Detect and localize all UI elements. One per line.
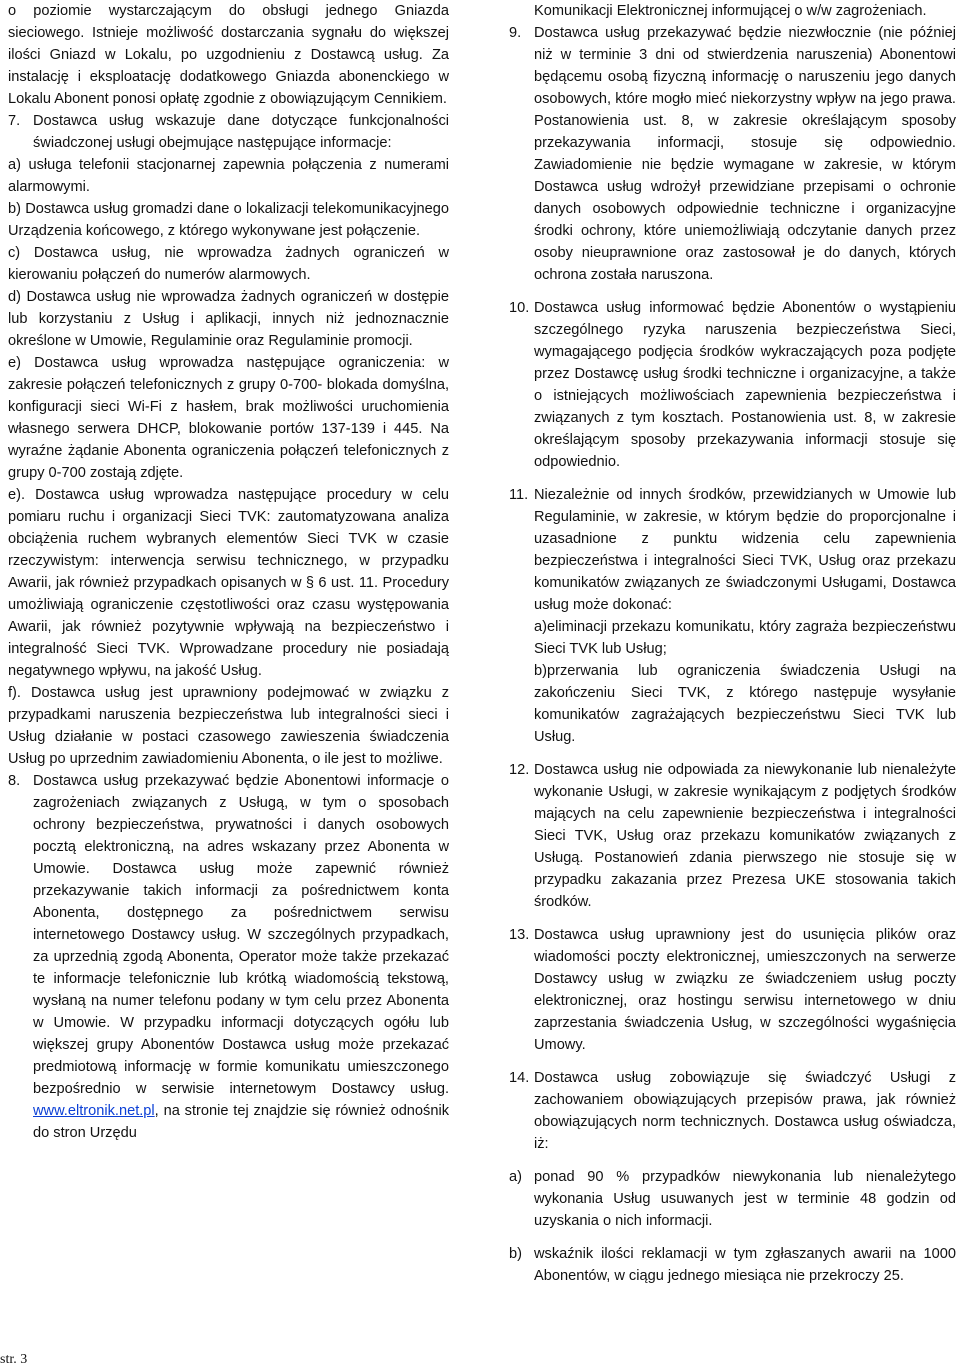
clause-number: 14. bbox=[509, 1070, 530, 1086]
clause-12-text: Dostawca usług nie odpowiada za niewykonanie lub nienależyte wykonanie Usługi, w zakresie wynikającym z podjętych środków mających na celu zapewnienie bezpieczeństwa i integralności Sieci TVK, Usług oraz przekazu komunikatów związanych z Usługą. Postanowień zdania pierwszego nie stosuje się w przypadku zakazania przez Prezesa UKE stosowania takich środków. bbox=[534, 762, 956, 910]
letter-label: a) bbox=[509, 1169, 522, 1185]
clause-13 bbox=[509, 924, 956, 1056]
clause-7-d: d) Dostawca usług nie wprowadza żadnych ograniczeń w dostępie lub korzystaniu z Usług i aplikacji, innych niż jednoznacznie określone w Umowie, Regulaminie oraz Regulaminie promocji. bbox=[8, 289, 449, 349]
clause-14-b-text: wskaźnik ilości reklamacji w tym zgłaszanych awarii na 1000 Abonentów, w ciągu jednego miesiąca nie przekroczy 25. bbox=[534, 1246, 956, 1284]
clause-14-a-text: ponad 90 % przypadków niewykonania lub nienależytego wykonania Usług usuwanych jest w terminie 48 godzin od uzyskania o nich informacji. bbox=[534, 1169, 956, 1229]
eltronik-link[interactable]: www.eltronik.net.pl bbox=[33, 1103, 155, 1119]
clause-9 bbox=[509, 22, 956, 286]
clause-number: 12. bbox=[509, 762, 530, 778]
clause-11-b: b)przerwania lub ograniczenia świadczenia Usługi na zakończeniu Sieci TVK, z którego następuje wysyłanie komunikatów zagrażających bezpieczeństwu Sieci TVK lub Usług. bbox=[534, 663, 956, 745]
page-number: str. 3 bbox=[0, 1352, 28, 1367]
clause-7-e2: e). Dostawca usług wprowadza następujące procedury w celu pomiaru ruchu i organizacji Sieci TVK: zautomatyzowana analiza obciążenia ruchem wybranych elementów Sieci TVK w czasie rzeczywistym: interwencja serwisu technicznego, w przypadku Awarii, jak również przypadkach opisanych w § 6 ust. 11. Procedury umożliwiają ograniczenie częstotliwości oraz czasu występowania Awarii, jak również pozytywnie wpływają na bezpieczeństwo i integralność Sieci TVK. Wprowadzane procedury nie posiadają negatywnego wpływu, na jakość Usług. bbox=[8, 487, 449, 679]
clause-12 bbox=[509, 759, 956, 913]
clause-number: 11. bbox=[509, 487, 529, 503]
clause-number: 7. bbox=[8, 113, 21, 129]
clause-7-c: c) Dostawca usług, nie wprowadza żadnych ograniczeń w kierowaniu połączeń do numerów alarmowych. bbox=[8, 245, 449, 283]
clause-7-b: b) Dostawca usług gromadzi dane o lokalizacji telekomunikacyjnego Urządzenia końcowego, z którego wykonywane jest połączenie. bbox=[8, 201, 449, 239]
letter-label: b) bbox=[509, 1246, 522, 1262]
paragraph-continuation: o poziomie wystarczającym do obsługi jednego Gniazda sieciowego. Istnieje możliwość dostarczania sygnału do większej ilości Gniazd w Lokalu, po uzgodnieniu z Dostawcą usług. Za instalację i eksploatację dodatkowego Gniazda abonenckiego w Lokalu Abonent ponosi opłatę zgodnie z obowiązującym Cennikiem. bbox=[8, 3, 449, 107]
clause-11-text: Niezależnie od innych środków, przewidzianych w Umowie lub Regulaminie, w zakresie, w którym będzie do proporcjonalne i uzasadnione z punktu widzenia celu zapewnienia bezpieczeństwa i integralności Sieci TVK, Usług oraz przekazu komunikatów związanych ze świadczonymi Usługami, Dostawca usług może dokonać: bbox=[534, 487, 956, 613]
clause-8 bbox=[8, 770, 449, 1144]
clause-9-text: Dostawca usług przekazywać będzie niezwłocznie (nie później niż w terminie 3 dni od stwierdzenia naruszenia) Abonentowi będącemu osobą fizyczną informację o naruszeniu jego danych osobowych, które mogło mieć niekorzystny wpływ na jego prawa. Postanowienia ust. 8, w zakresie określającym sposoby przekazywania informacji, stosuje się odpowiednio. Zawiadomienie nie będzie wymagane w zakresie, w którym Dostawca usług wdrożył przewidziane przepisami o ochronie danych osobowych odpowiednie techniczne i organizacyjne środki ochrony, które uniemożliwiają odczytanie danych przez osoby nieuprawnione oraz zastosował je do danych, których ochrona została naruszona. bbox=[534, 25, 956, 283]
clause-8-continuation: Komunikacji Elektronicznej informującej o w/w zagrożeniach. bbox=[534, 3, 927, 19]
clause-7-a: a) usługa telefonii stacjonarnej zapewnia połączenia z numerami alarmowymi. bbox=[8, 157, 449, 195]
clause-number: 13. bbox=[509, 927, 530, 943]
clause-10-text: Dostawca usług informować będzie Abonentów o wystąpieniu szczególnego ryzyka naruszenia bezpieczeństwa Sieci, wymagającego podjęcia środków wykraczających poza podjęte przez Dostawcę usług środki techniczne i organizacyjne, a także o istniejących możliwościach zapewnienia bezpieczeństwa i związanych z tym kosztach. Postanowienia ust. 8, w zakresie określającym sposoby przekazywania informacji stosuje się odpowiednio. bbox=[534, 300, 956, 470]
clause-7-f: f). Dostawca usług jest uprawniony podejmować w związku z przypadkami naruszenia bezpieczeństwa lub integralności sieci i Usług działanie w postaci czasowego zawieszenia świadczenia Usług po uprzednim zawiadomieniu Abonenta, o ile jest to możliwe. bbox=[8, 685, 449, 767]
clause-number: 8. bbox=[8, 773, 21, 789]
clause-8-text-after: , na stronie tej znajdzie się również odnośnik do stron Urzędu bbox=[33, 1103, 449, 1141]
clause-11 bbox=[509, 484, 956, 616]
clause-10 bbox=[509, 297, 956, 473]
clause-number: 10. bbox=[509, 300, 530, 316]
clause-7-e1: e) Dostawca usług wprowadza następujące ograniczenia: w zakresie połączeń telefonicznych z grupy 0-700- blokada domyślna, konfiguracji sieci Wi-Fi z hasłem, brak możliwości uruchomienia własnego serwera DHCP, blokowanie portów 137-139 i 445. Na wyraźne żądanie Abonenta ograniczenia połączeń telefonicznych z grupy 0-700 zostają zdjęte. bbox=[8, 355, 449, 481]
clause-14-text: Dostawca usług zobowiązuje się świadczyć Usługi z zachowaniem obowiązujących przepisów prawa, jak również obowiązujących norm technicznych. Dostawca usług oświadcza, iż: bbox=[534, 1070, 956, 1152]
clause-7 bbox=[8, 110, 449, 154]
right-column bbox=[509, 0, 956, 1287]
clause-8-text-before: Dostawca usług przekazywać będzie Abonentowi informacje o zagrożeniach związanych z Usługą, w tym o sposobach ochrony bezpieczeństwa, prywatności i danych osobowych pocztą elektroniczną, na adres wskazany przez Abonenta w Umowie. Dostawca usług może zapewnić również przekazywanie takich informacji za pośrednictwem konta Abonenta, dostępnego za pośrednictwem serwisu internetowego Dostawcy usług. W szczególnych przypadkach, za uprzednią zgodą Abonenta, Operator może także przekazać te informacje telefonicznie lub krótką wiadomością tekstową, wysłaną na numer telefonu podany w tym celu przez Abonenta w Umowie. W przypadku informacji dotyczących ogółu lub większej grupy Abonentów Dostawca usług może przekazać predmiotową informację w formie komunikatu umieszczonego bezpośrednio w serwisie internetowym Dostawcy usług. bbox=[33, 773, 449, 1097]
clause-14 bbox=[509, 1067, 956, 1155]
clause-7-intro: Dostawca usług wskazuje dane dotyczące funkcjonalności świadczonej usługi obejmujące następujące informacje: bbox=[33, 113, 449, 151]
clause-14-a bbox=[509, 1166, 956, 1232]
clause-number: 9. bbox=[509, 25, 522, 41]
clause-11-a: a)eliminacji przekazu komunikatu, który zagraża bezpieczeństwu Sieci TVK lub Usług; bbox=[534, 619, 956, 657]
left-column bbox=[8, 0, 449, 1144]
clause-13-text: Dostawca usług uprawniony jest do usunięcia plików oraz wiadomości poczty elektronicznej, umieszczonych na serwerze Dostawcy usług w związku ze świadczeniem usług poczty elektronicznej, oraz hostingu serwisu internetowego w dniu zaprzestania świadczenia Usług, w szczególności wygaśnięcia Umowy. bbox=[534, 927, 956, 1053]
clause-14-b bbox=[509, 1243, 956, 1287]
clause-8-text bbox=[33, 770, 449, 1144]
